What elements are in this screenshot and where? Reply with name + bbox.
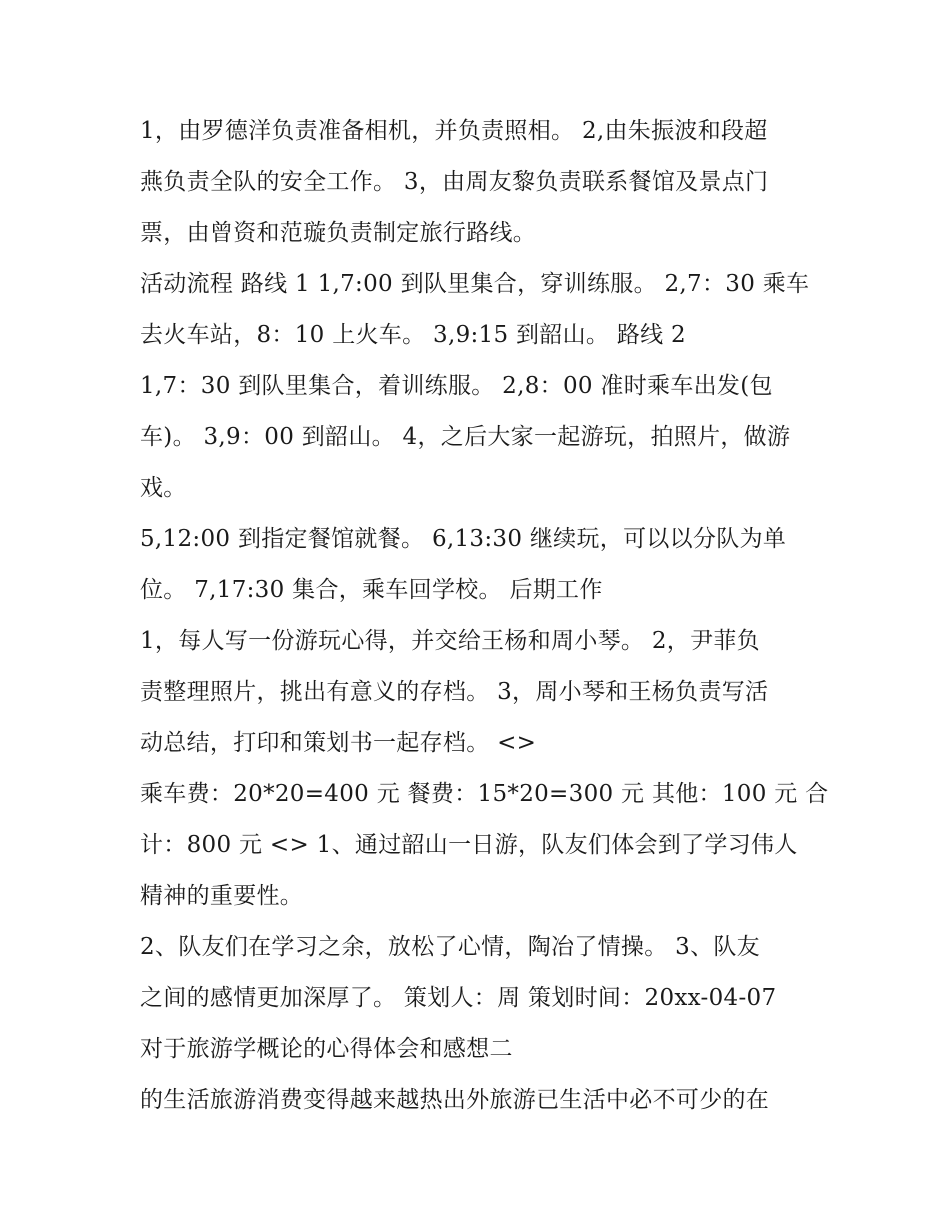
text-line: 计：800 元 <> 1、通过韶山一日游，队友们体会到了学习伟人 [140, 832, 798, 858]
section-heading: 对于旅游学概论的心得体会和感想二 [140, 1036, 513, 1062]
text-line: 的生活旅游消费变得越来越热出外旅游已生活中必不可少的在 [140, 1087, 770, 1113]
text-line: 车)。 3,9：00 到韶山。 4，之后大家一起游玩，拍照片，做游 [140, 424, 791, 450]
text-line: 戏。 [140, 475, 187, 501]
text-line: 1，每人写一份游玩心得，并交给王杨和周小琴。 2，尹菲负 [140, 628, 760, 654]
text-line: 活动流程 路线 1 1,7:00 到队里集合，穿训练服。 2,7：30 乘车 [140, 271, 810, 297]
text-line: 位。 7,17:30 集合，乘车回学校。 后期工作 [140, 577, 603, 603]
text-line: 去火车站，8：10 上火车。 3,9:15 到韶山。 路线 2 [140, 322, 686, 348]
document-body [140, 106, 830, 1126]
text-line: 之间的感情更加深厚了。 策划人：周 策划时间：20xx-04-07 [140, 985, 777, 1011]
text-line: 5,12:00 到指定餐馆就餐。 6,13:30 继续玩，可以以分队为单 [140, 526, 787, 552]
text-line: 1，由罗德洋负责准备相机，并负责照相。 2,由朱振波和段超 [140, 118, 768, 144]
text-line: 1,7：30 到队里集合，着训练服。 2,8：00 准时乘车出发(包 [140, 373, 773, 399]
text-line: 精神的重要性。 [140, 883, 304, 909]
text-line: 动总结，打印和策划书一起存档。 <> [140, 730, 537, 756]
text-line: 乘车费：20*20=400 元 餐费：15*20=300 元 其他：100 元 合 [140, 781, 829, 807]
text-line: 燕负责全队的安全工作。 3，由周友黎负责联系餐馆及景点门 [140, 169, 769, 195]
text-line: 票，由曾资和范璇负责制定旅行路线。 [140, 220, 537, 246]
text-line: 责整理照片，挑出有意义的存档。 3，周小琴和王杨负责写活 [140, 679, 769, 705]
text-line: 2、队友们在学习之余，放松了心情，陶冶了情操。 3、队友 [140, 934, 760, 960]
